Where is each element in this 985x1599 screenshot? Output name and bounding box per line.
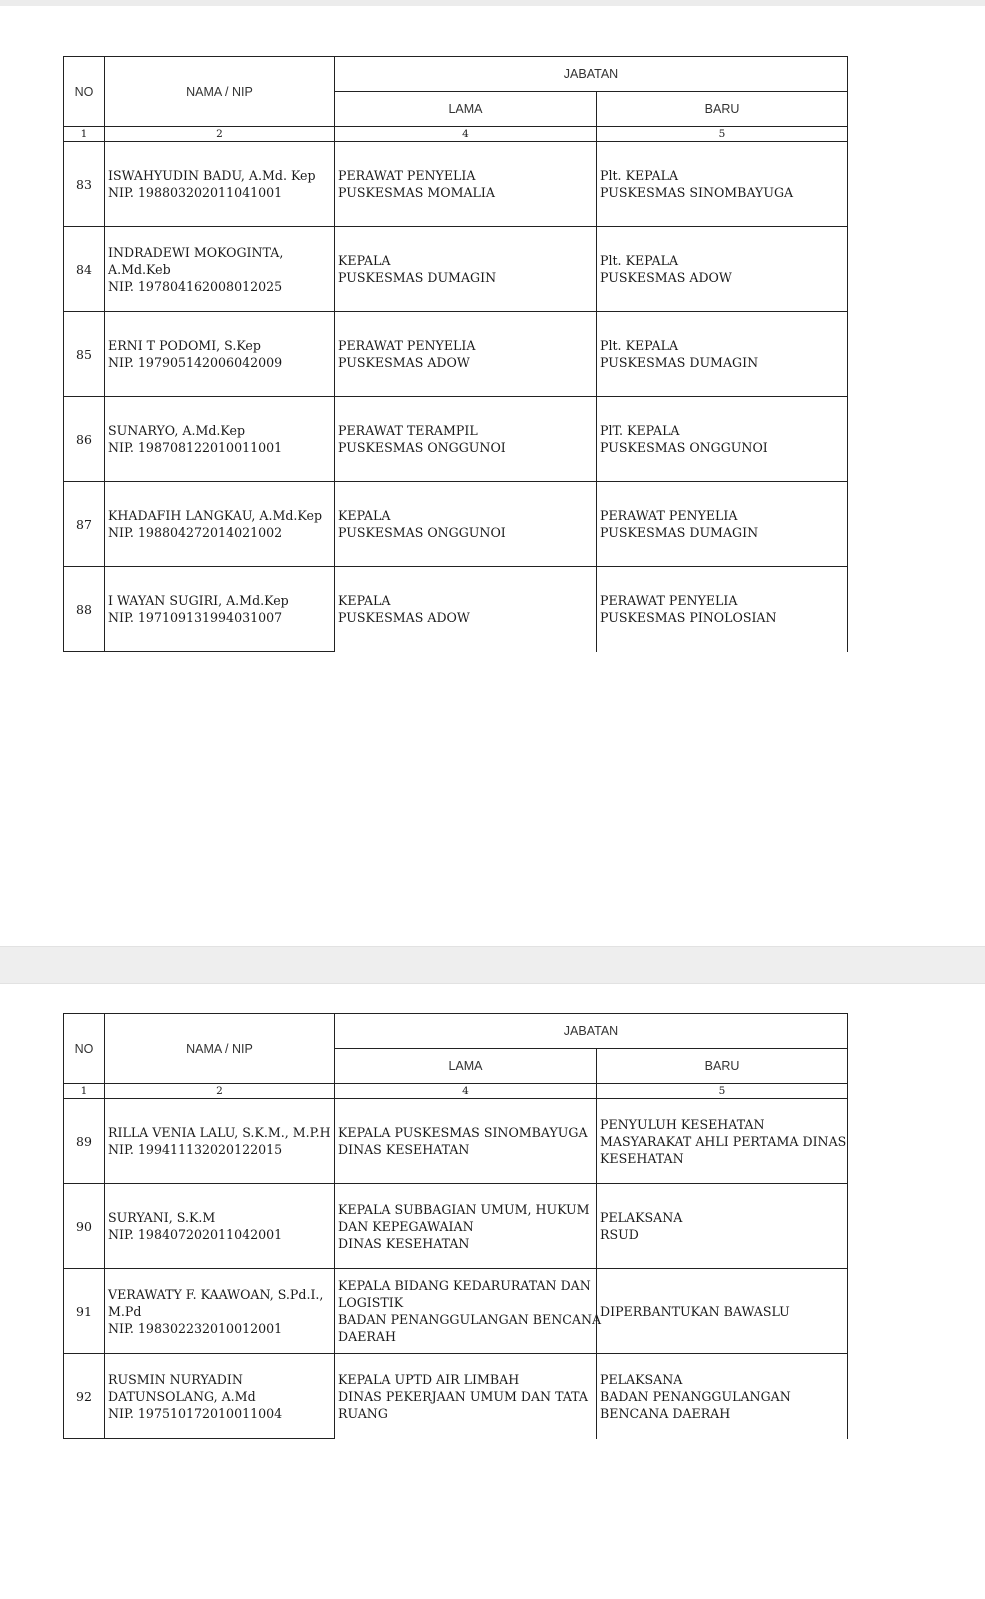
col-number-4: 4: [335, 127, 597, 142]
column-number-row: [64, 1084, 848, 1099]
col-number-5: 5: [597, 1084, 848, 1099]
table-row: [64, 1184, 848, 1269]
old-position: KEPALA PUSKESMAS DUMAGIN: [335, 227, 597, 312]
header-nama-nip: NAMA / NIP: [105, 57, 335, 127]
header-jabatan: JABATAN: [335, 57, 848, 92]
header-baru: BARU: [597, 1049, 848, 1084]
new-position: PELAKSANA BADAN PENANGGULANGAN BENCANA DAERAH: [597, 1354, 848, 1439]
row-number: 83: [64, 142, 105, 227]
row-number: 91: [64, 1269, 105, 1354]
old-position: KEPALA PUSKESMAS SINOMBAYUGA DINAS KESEHATAN: [335, 1099, 597, 1184]
new-position: PlT. KEPALA PUSKESMAS ONGGUNOI: [597, 397, 848, 482]
employee-name-nip: RILLA VENIA LALU, S.K.M., M.P.H NIP. 199411132020122015: [105, 1099, 335, 1184]
new-position: PENYULUH KESEHATAN MASYARAKAT AHLI PERTAMA DINAS KESEHATAN: [597, 1099, 848, 1184]
new-position: PERAWAT PENYELIA PUSKESMAS DUMAGIN: [597, 482, 848, 567]
col-number-2: 2: [105, 1084, 335, 1099]
old-position: KEPALA PUSKESMAS ADOW: [335, 567, 597, 652]
table-row: [64, 142, 848, 227]
row-number: 84: [64, 227, 105, 312]
column-number-row: [64, 127, 848, 142]
table-row: [64, 1099, 848, 1184]
old-position: PERAWAT TERAMPIL PUSKESMAS ONGGUNOI: [335, 397, 597, 482]
header-lama: LAMA: [335, 92, 597, 127]
new-position: PELAKSANA RSUD: [597, 1184, 848, 1269]
col-number-2: 2: [105, 127, 335, 142]
table-row: [64, 227, 848, 312]
table-row: [64, 567, 848, 652]
table-row: [64, 397, 848, 482]
employee-name-nip: SURYANI, S.K.M NIP. 198407202011042001: [105, 1184, 335, 1269]
old-position: KEPALA SUBBAGIAN UMUM, HUKUM DAN KEPEGAWAIAN DINAS KESEHATAN: [335, 1184, 597, 1269]
page-top-edge: [0, 0, 985, 6]
employee-name-nip: VERAWATY F. KAAWOAN, S.Pd.I., M.Pd NIP. 198302232010012001: [105, 1269, 335, 1354]
table-row: [64, 1354, 848, 1439]
old-position: KEPALA UPTD AIR LIMBAH DINAS PEKERJAAN UMUM DAN TATA RUANG: [335, 1354, 597, 1439]
new-position: DIPERBANTUKAN BAWASLU: [597, 1269, 848, 1354]
old-position: PERAWAT PENYELIA PUSKESMAS ADOW: [335, 312, 597, 397]
row-number: 86: [64, 397, 105, 482]
old-position: KEPALA PUSKESMAS ONGGUNOI: [335, 482, 597, 567]
row-number: 87: [64, 482, 105, 567]
employee-name-nip: ISWAHYUDIN BADU, A.Md. Kep NIP. 198803202011041001: [105, 142, 335, 227]
header-no: NO: [64, 57, 105, 127]
employee-name-nip: ERNI T PODOMI, S.Kep NIP. 197905142006042009: [105, 312, 335, 397]
col-number-4: 4: [335, 1084, 597, 1099]
employee-name-nip: I WAYAN SUGIRI, A.Md.Kep NIP. 197109131994031007: [105, 567, 335, 652]
row-number: 88: [64, 567, 105, 652]
header-lama: LAMA: [335, 1049, 597, 1084]
employee-name-nip: INDRADEWI MOKOGINTA, A.Md.Keb NIP. 197804162008012025: [105, 227, 335, 312]
employee-name-nip: KHADAFIH LANGKAU, A.Md.Kep NIP. 198804272014021002: [105, 482, 335, 567]
new-position: Plt. KEPALA PUSKESMAS DUMAGIN: [597, 312, 848, 397]
table-row: [64, 482, 848, 567]
table-row: [64, 1269, 848, 1354]
row-number: 92: [64, 1354, 105, 1439]
header-nama-nip: NAMA / NIP: [105, 1014, 335, 1084]
employee-name-nip: SUNARYO, A.Md.Kep NIP. 198708122010011001: [105, 397, 335, 482]
new-position: Plt. KEPALA PUSKESMAS SINOMBAYUGA: [597, 142, 848, 227]
table-row: [64, 312, 848, 397]
col-number-1: 1: [64, 127, 105, 142]
employee-name-nip: RUSMIN NURYADIN DATUNSOLANG, A.Md NIP. 197510172010011004: [105, 1354, 335, 1439]
mutation-table-page-1: [63, 56, 848, 652]
old-position: PERAWAT PENYELIA PUSKESMAS MOMALIA: [335, 142, 597, 227]
row-number: 89: [64, 1099, 105, 1184]
new-position: PERAWAT PENYELIA PUSKESMAS PINOLOSIAN: [597, 567, 848, 652]
col-number-1: 1: [64, 1084, 105, 1099]
row-number: 90: [64, 1184, 105, 1269]
header-no: NO: [64, 1014, 105, 1084]
col-number-5: 5: [597, 127, 848, 142]
new-position: Plt. KEPALA PUSKESMAS ADOW: [597, 227, 848, 312]
row-number: 85: [64, 312, 105, 397]
header-baru: BARU: [597, 92, 848, 127]
old-position: KEPALA BIDANG KEDARURATAN DAN LOGISTIK BADAN PENANGGULANGAN BENCANA DAERAH: [335, 1269, 597, 1354]
header-jabatan: JABATAN: [335, 1014, 848, 1049]
mutation-table-page-2: [63, 1013, 848, 1439]
page-separator: [0, 946, 985, 984]
